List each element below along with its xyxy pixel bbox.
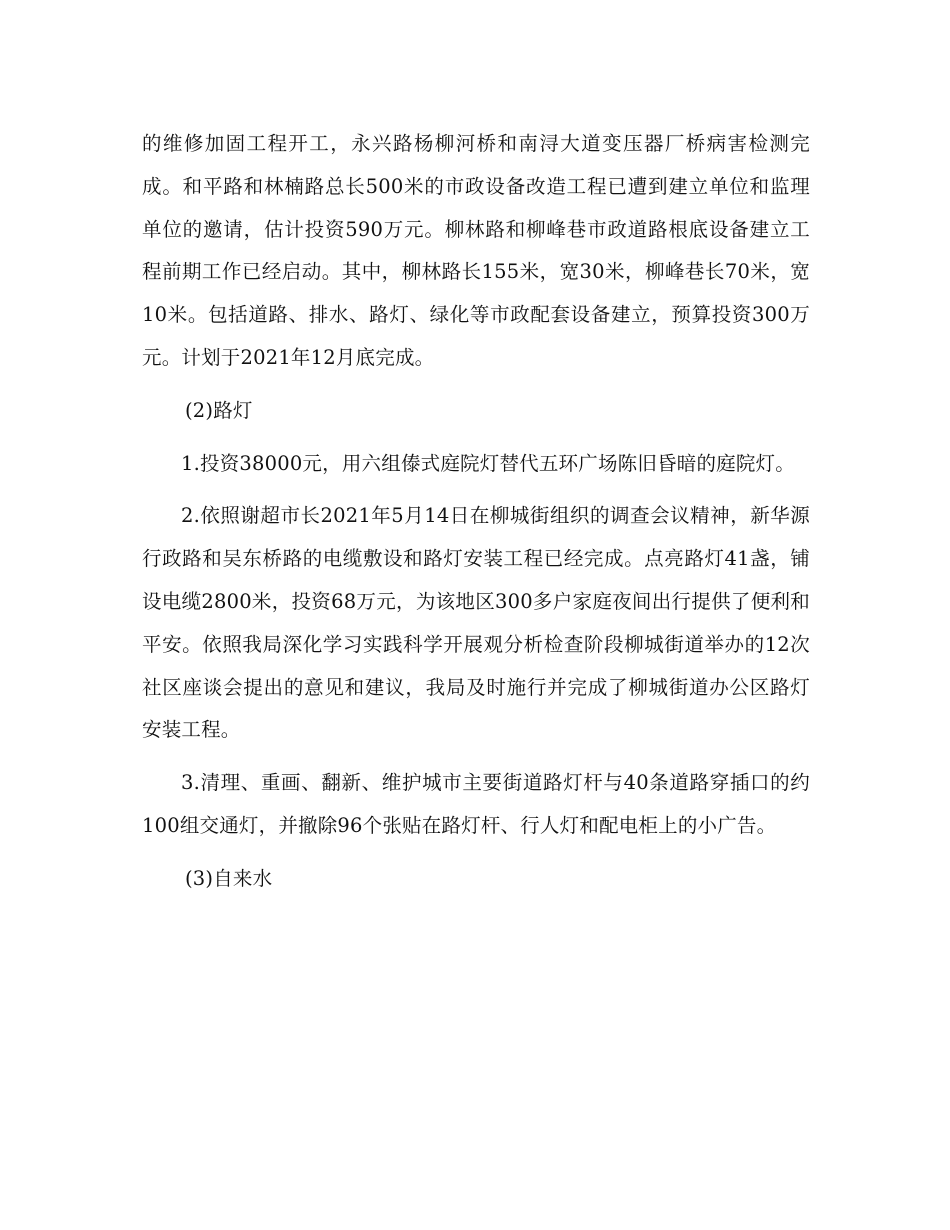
document-body [142, 123, 810, 911]
paragraph-roads-continued: 的维修加固工程开工，永兴路杨柳河桥和南浔大道变压器厂桥病害检测完成。和平路和林楠路总长500米的市政设备改造工程已遭到建立单位和监理单位的邀请，估计投资590万元。柳林路和柳峰巷市政道路根底设备建立工程前期工作已经启动。其中，柳林路长155米，宽30米，柳峰巷长70米，宽10米。包括道路、排水、路灯、绿化等市政配套设备建立，预算投资300万元。计划于2021年12月底完成。 [142, 132, 810, 369]
section-heading-tap-water: (3)自来水 [185, 866, 273, 890]
list-item-streetlights-1: 1.投资38000元，用六组傣式庭院灯替代五环广场陈旧昏暗的庭院灯。 [181, 451, 795, 475]
list-item-streetlights-2: 2.依照谢超市长2021年5月14日在柳城街组织的调查会议精神，新华源行政路和吴东桥路的电缆敷设和路灯安装工程已经完成。点亮路灯41盏，铺设电缆2800米，投资68万元，为该地区300多户家庭夜间出行提供了便利和平安。依照我局深化学习实践科学开展观分析检查阶段柳城街道举办的12次社区座谈会提出的意见和建议，我局及时施行并完成了柳城街道办公区路灯安装工程。 [142, 504, 810, 742]
section-heading-streetlights: (2)路灯 [185, 398, 253, 422]
list-item-streetlights-3: 3.清理、重画、翻新、维护城市主要街道路灯杆与40条道路穿插口的约100组交通灯，并撤除96个张贴在路灯杆、行人灯和配电柜上的小广告。 [142, 771, 810, 837]
